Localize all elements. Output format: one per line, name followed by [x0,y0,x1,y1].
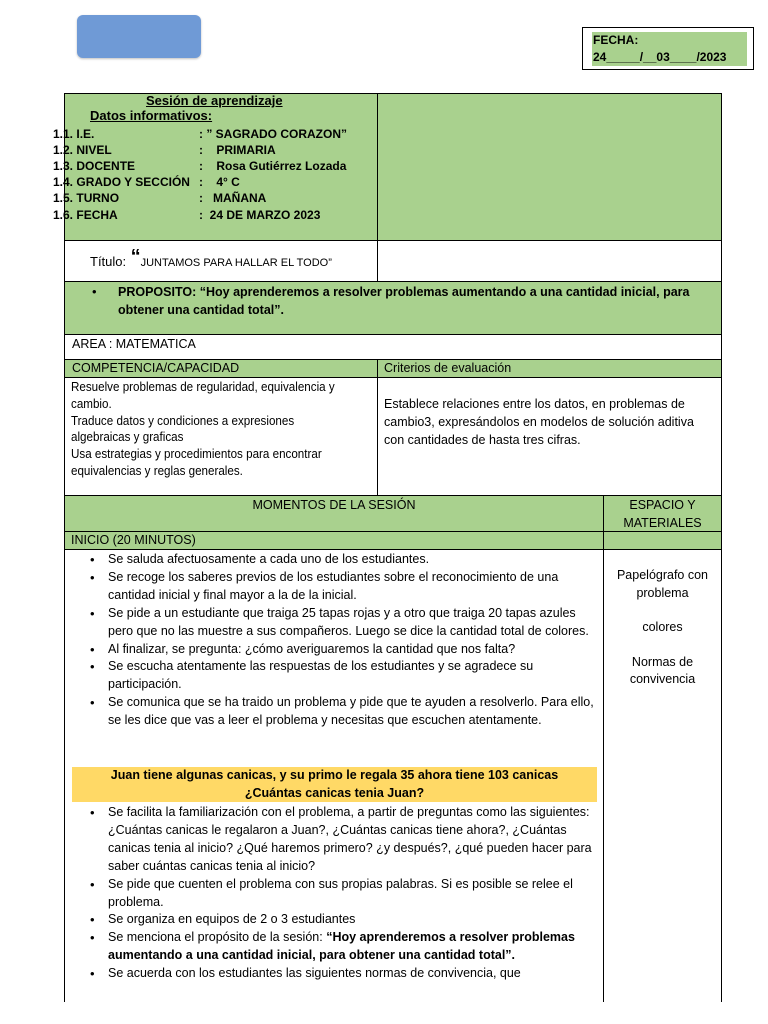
area-text: AREA : MATEMATICA [72,337,196,351]
criterios-content [377,377,722,496]
list-item: • Se pide a un estudiante que traiga 25 tapas rojas y a otro que traiga 20 tapas azules pero que no las muestre a sus compañeros. Luego se dice la cantidad total de colores. [64,605,599,641]
datos-row: 1.1. I.E. [53,127,95,141]
list-item: • Se facilita la familiarización con el problema, a partir de preguntas como las siguientes: ¿Cuántas canicas le regalaron a Juan?, ¿Cuántas canicas tiene ahora?, ¿Cuántas canicas tenia al inicio? ¿Qué haremos primero? ¿y después?, ¿qué pueden hacer para saber cuántas canicas tenia al inicio? [64,804,599,876]
grado-value: 4° C [216,175,240,189]
competencia-line: Traduce datos y condiciones a expresiones algebraicas y graficas [71,413,295,445]
list-item: • Se organiza en equipos de 2 o 3 estudiantes [64,911,599,929]
area-cell [64,334,722,360]
turno-value: MAÑANA [213,191,267,205]
header-right-cell [377,93,722,241]
datos-title: Datos informativos: [90,108,213,123]
criterios-text: Establece relaciones entre los datos, en problemas de cambio3, expresándolos en modelos de solución aditiva con cantidades de hasta tres cifras. [384,397,694,447]
proposito-cell: • PROPOSITO: “Hoy aprenderemos a resolver problemas aumentando a una cantidad inicial, para obtener una cantidad total”. [64,281,722,335]
familiarizacion-bullets [64,804,599,983]
list-item: • Se escucha atentamente las respuestas de los estudiantes y se agradece su participación. [64,658,599,694]
list-item: • Se menciona el propósito de la sesión: “Hoy aprenderemos a resolver problemas aumentando a una cantidad inicial, para obtener una cantidad total”. [64,929,599,965]
material-item: Papelógrafo con problema [616,568,709,600]
fecha-label: FECHA: [593,33,639,47]
titulo-text: JUNTAMOS PARA HALLAR EL TODO” [140,257,332,269]
nivel-value: PRIMARIA [216,143,276,157]
fecha-sesion-value: 24 DE MARZO 2023 [209,208,321,222]
competencia-line: Resuelve problemas de regularidad, equivalencia y cambio. [71,380,335,411]
material-item: colores [642,620,683,634]
competencia-header: COMPETENCIA/CAPACIDAD [64,359,378,378]
list-item: • Se comunica que se ha traido un problema y pide que te ayuden a resolverlo. Para ello, se les dice que vas a leer el problema y necesitas que escuchen atentamente. [64,694,599,730]
ie-value: ” SAGRADO CORAZON” [206,127,348,141]
momentos-header: MOMENTOS DE LA SESIÓN [64,495,604,532]
proposito-text: “Hoy aprenderemos a resolver problemas aumentando a una cantidad inicial, para obtener una cantidad total”. [118,285,690,317]
titulo-right-cell [377,240,722,282]
list-item: • Se recoge los saberes previos de los estudiantes sobre el reconocimiento de una cantidad inicial y final mayor a la de la inicial. [64,569,599,605]
competencia-content [64,377,378,496]
titulo-label: Título: [90,254,127,269]
titulo-cell: Título: “JUNTAMOS PARA HALLAR EL TODO” [64,240,378,282]
material-item: Normas de convivencia [629,654,696,686]
list-item: • Al finalizar, se pregunta: ¿cómo averiguaremos la cantidad que nos falta? [64,641,599,659]
list-item: • Se saluda afectuosamente a cada uno de los estudiantes. [64,551,599,569]
datos-row: 1.2. NIVEL [53,143,112,157]
session-title: Sesión de aprendizaje [146,93,283,108]
docente-value: Rosa Gutiérrez Lozada [216,159,347,173]
competencia-line: Usa estrategias y procedimientos para encontrar equivalencias y reglas generales. [71,447,322,478]
datos-row: 1.4. GRADO Y SECCIÓN [53,175,190,189]
datos-row: 1.5. TURNO [53,191,120,205]
materiales-list [604,567,721,689]
fecha-box [582,27,754,70]
inicio-right-cell [603,531,722,550]
problem-box: Juan tiene algunas canicas, y su primo le regala 35 ahora tiene 103 canicas ¿Cuántas canicas tenia Juan? [72,767,597,802]
datos-row: 1.6. FECHA [53,208,118,222]
decorative-blue-box [77,15,201,58]
proposito-label: PROPOSITO: [118,285,197,299]
list-item: • Se acuerda con los estudiantes las siguientes normas de convivencia, que [64,965,599,983]
criterios-header: Criterios de evaluación [377,359,722,378]
list-item: • Se pide que cuenten el problema con sus propias palabras. Si es posible se relee el problema. [64,876,599,912]
inicio-row: INICIO (20 MINUTOS) [64,531,604,550]
fecha-value: 24_____/__03____/2023 [593,50,727,64]
inicio-bullets [64,551,599,730]
datos-row: 1.3. DOCENTE [53,159,136,173]
espacio-header: ESPACIO Y MATERIALES [603,495,722,532]
